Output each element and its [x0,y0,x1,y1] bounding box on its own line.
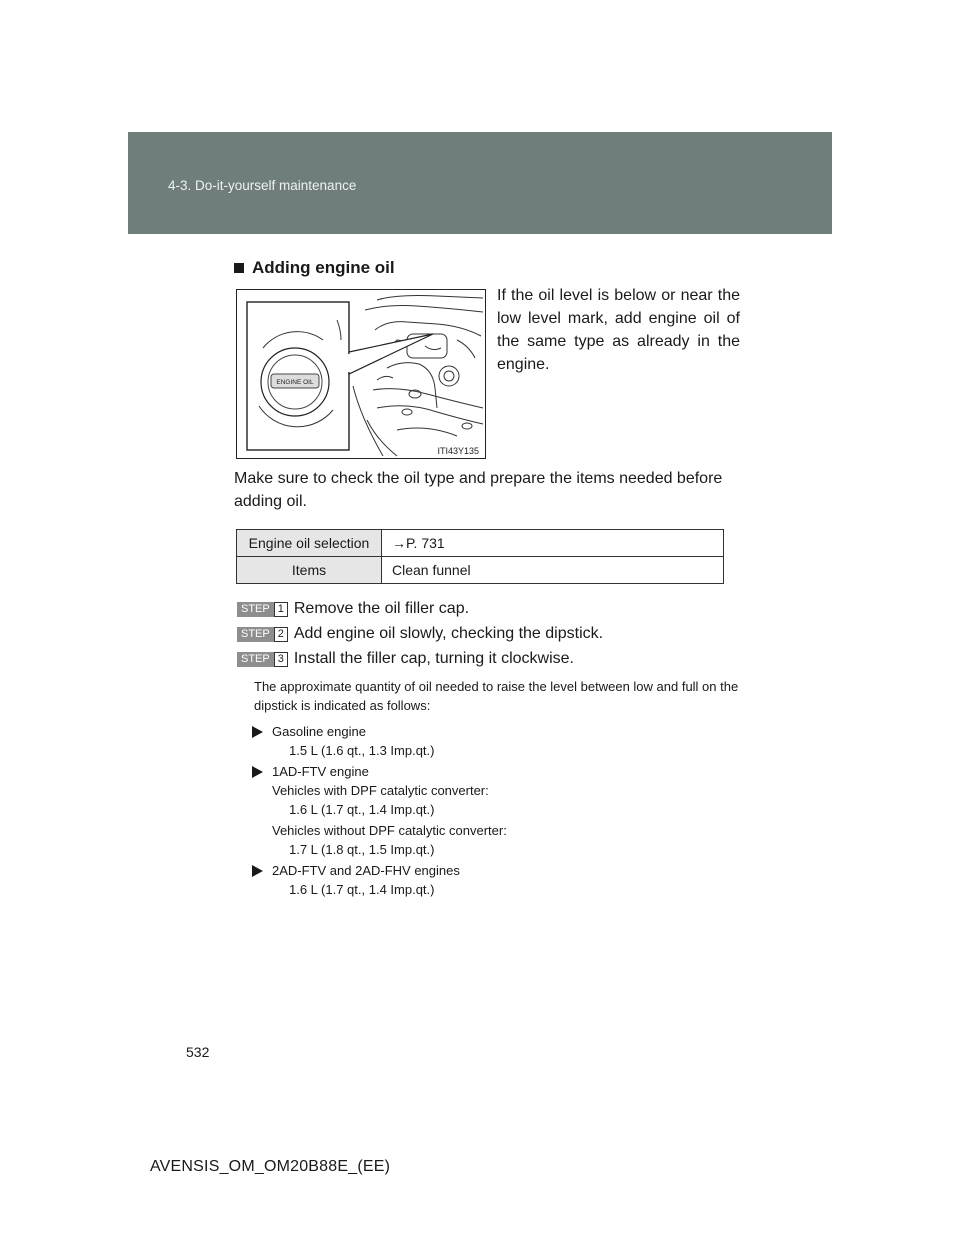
cap-label: ENGINE OIL [276,379,314,386]
section-heading-text: Adding engine oil [252,258,395,277]
step-text: Install the filler cap, turning it clockwise. [293,650,574,667]
list-item [252,722,732,760]
page-number: 532 [186,1044,210,1060]
table-key-cell: Engine oil selection [237,530,382,557]
engine-name: 1AD-FTV engine [272,764,369,779]
section-heading [234,258,395,278]
engine-bay-illustration [237,290,485,458]
dpf-condition: Vehicles with DPF catalytic converter: [272,783,489,798]
section-title: 4-3. Do-it-yourself maintenance [168,178,357,193]
info-table [236,529,724,584]
engine-name: Gasoline engine [272,724,366,739]
figure-code: ITI43Y135 [437,446,479,456]
step-badge: STEP 1 [237,602,288,617]
arrow-bullet-icon [252,865,263,877]
header-band [128,132,832,234]
table-key-cell: Items [237,557,382,584]
document-id: AVENSIS_OM_OM20B88E_(EE) [150,1158,391,1175]
oil-quantity: 1.6 L (1.7 qt., 1.4 Imp.qt.) [289,882,435,897]
arrow-bullet-icon [252,726,263,738]
engine-name: 2AD-FTV and 2AD-FHV engines [272,863,460,878]
quantity-intro: The approximate quantity of oil needed to raise the level between low and full on the dipstick is indicated as follows: [254,679,739,713]
intro-paragraph: If the oil level is below or near the low level mark, add engine oil of the same type as already in the engine. [497,287,740,373]
step-3 [237,650,574,668]
step-text: Remove the oil filler cap. [293,600,470,617]
step-text: Add engine oil slowly, checking the dipstick. [293,625,604,642]
step-badge: STEP 3 [237,652,288,667]
table-value-cell: Clean funnel [382,557,724,584]
step-badge: STEP 2 [237,627,288,642]
note-paragraph: Make sure to check the oil type and prepare the items needed before adding oil. [234,470,723,510]
oil-quantity: 1.7 L (1.8 qt., 1.5 Imp.qt.) [289,842,435,857]
arrow-bullet-icon [252,766,263,778]
engine-quantity-list [252,722,732,899]
table-row [237,557,724,584]
step-2 [237,625,603,643]
table-row [237,530,724,557]
oil-quantity: 1.5 L (1.6 qt., 1.3 Imp.qt.) [289,743,435,758]
list-item [252,861,732,899]
list-item [252,762,732,859]
dpf-condition: Vehicles without DPF catalytic converter: [272,823,507,838]
square-bullet-icon [234,263,244,273]
table-value-cell: →P. 731 [382,530,724,557]
oil-quantity: 1.6 L (1.7 qt., 1.4 Imp.qt.) [289,802,435,817]
engine-oil-figure [236,289,486,459]
step-1 [237,600,469,618]
